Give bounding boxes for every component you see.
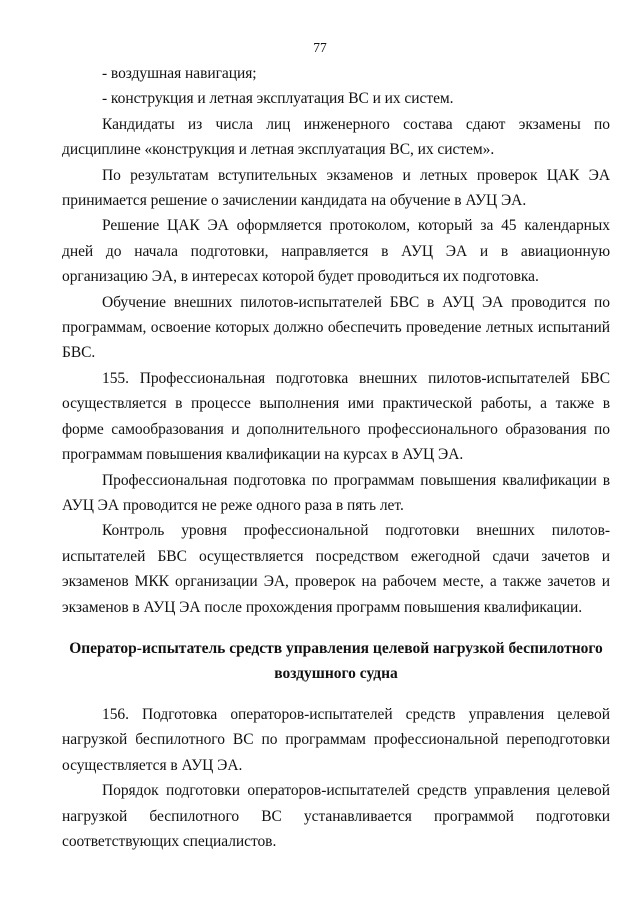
paragraph: 156. Подготовка операторов-испытателей средств управления целевой нагрузкой беспилотного ВС по программам профессиональной переподготовки осуществляется в АУЦ ЭА.: [62, 705, 610, 774]
section-spacer: [62, 620, 610, 636]
paragraph: Профессиональная подготовка по программам повышения квалификации в АУЦ ЭА проводится не реже одного раза в пять лет.: [62, 471, 610, 514]
paragraph: Обучение внешних пилотов-испытателей БВС в АУЦ ЭА проводится по программам, освоение которых должно обеспечить проведение летных испытаний БВС.: [62, 293, 610, 362]
paragraph: 155. Профессиональная подготовка внешних пилотов-испытателей БВС осуществляется в процессе выполнения ими практической работы, а также в форме самообразования и дополнительного профессионального образования по программам повышения квалификации на курсах в АУЦ ЭА.: [62, 369, 610, 464]
paragraph: - воздушная навигация;: [102, 65, 257, 82]
paragraph: Контроль уровня профессиональной подготовки внешних пилотов-испытателей БВС осуществляется посредством ежегодной сдачи зачетов и экзаменов МКК организации ЭА, проверок на рабочем месте, а также зачетов и экзаменов в АУЦ ЭА после прохождения программ повышения квалификации.: [62, 522, 610, 616]
paragraph: Решение ЦАК ЭА оформляется протоколом, который за 45 календарных дней до начала подготовки, направляется в АУЦ ЭА и в авиационную организацию ЭА, в интересах которой будет проводиться их подготовка.: [62, 217, 610, 286]
page-number: 77: [313, 40, 327, 55]
section-heading: Оператор-испытатель средств управления целевой нагрузкой беспилотного воздушного судна: [69, 639, 603, 682]
paragraph: - конструкция и летная эксплуатация ВС и их систем.: [102, 90, 454, 108]
paragraph: По результатам вступительных экзаменов и летных проверок ЦАК ЭА принимается решение о зачислении кандидата на обучение в АУЦ ЭА.: [62, 166, 610, 210]
document-body: [62, 61, 610, 854]
paragraph: Кандидаты из числа лиц инженерного состава сдают экзамены по дисциплине «конструкция и летная эксплуатация ВС, их систем».: [62, 115, 610, 159]
section-spacer: [62, 686, 610, 702]
paragraph: Порядок подготовки операторов-испытателей средств управления целевой нагрузкой беспилотного ВС устанавливается программой подготовки соответствующих специалистов.: [62, 782, 610, 850]
